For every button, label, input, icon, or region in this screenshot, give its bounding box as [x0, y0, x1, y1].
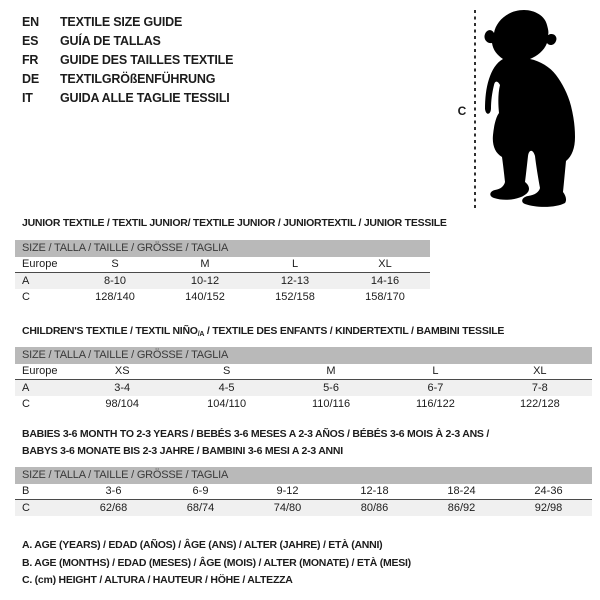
babies-size-table	[15, 467, 592, 516]
height-cell: 80/86	[360, 502, 389, 514]
months-cell: 12-18	[360, 485, 389, 497]
size-header-bar: SIZE / TALLA / TAILLE / GRÖSSE / TAGLIA	[15, 240, 430, 257]
table-row-height	[15, 289, 430, 305]
height-cell: 122/128	[519, 398, 560, 410]
height-cell: 152/158	[275, 291, 315, 303]
table-row-age	[15, 273, 430, 289]
lang-title: TEXTILE SIZE GUIDE	[60, 15, 183, 29]
age-cell: 3-4	[114, 382, 131, 394]
months-cell: 24-36	[534, 485, 563, 497]
row-label: C	[22, 291, 30, 303]
footnote-height-cm: C. (cm) HEIGHT / ALTURA / HAUTEUR / HÖHE / ALTEZZA	[22, 574, 293, 586]
children-title-pre: CHILDREN'S TEXTILE / TEXTIL NIÑO	[22, 325, 198, 337]
size-cell: M	[326, 365, 336, 377]
children-title-subscript: /A	[197, 331, 205, 338]
lang-row-it	[22, 89, 233, 108]
height-cell: 92/98	[534, 502, 563, 514]
age-cell: 7-8	[531, 382, 548, 394]
row-label: A	[22, 382, 30, 394]
size-cell: XL	[533, 365, 547, 377]
height-cell: 98/104	[105, 398, 140, 410]
size-header-bar: SIZE / TALLA / TAILLE / GRÖSSE / TAGLIA	[15, 467, 592, 484]
size-cell: S	[222, 365, 231, 377]
height-cell: 128/140	[95, 291, 135, 303]
height-cell: 86/92	[447, 502, 476, 514]
table-row-height	[15, 500, 592, 516]
age-cell: 12-13	[280, 275, 310, 287]
lang-code: FR	[22, 53, 39, 67]
size-cell: L	[291, 258, 299, 270]
table-row-europe	[15, 257, 430, 273]
height-cell: 104/110	[207, 398, 247, 410]
size-cell: S	[111, 258, 119, 270]
lang-title: GUÍA DE TALLAS	[60, 34, 161, 48]
months-cell: 6-9	[192, 485, 209, 497]
age-cell: 14-16	[370, 275, 400, 287]
lang-code: EN	[22, 15, 39, 29]
age-cell: 10-12	[190, 275, 220, 287]
babies-title-line1: BABIES 3-6 MONTH TO 2-3 YEARS / BEBÉS 3-6 MESES A 2-3 AÑOS / BÉBÉS 3-6 MOIS À 2-3 ANS /	[22, 428, 490, 440]
row-label: Europe	[22, 365, 58, 377]
lang-row-fr	[22, 51, 233, 70]
size-cell: XL	[378, 258, 392, 270]
age-cell: 5-6	[323, 382, 339, 394]
footnotes	[22, 537, 411, 590]
footnote-age-years: A. AGE (YEARS) / EDAD (AÑOS) / ÂGE (ANS) / ALTER (JAHRE) / ETÀ (ANNI)	[22, 539, 383, 551]
height-cell: 62/68	[99, 502, 128, 514]
children-table-title	[22, 323, 504, 343]
table-row-europe	[15, 364, 592, 380]
lang-row-en	[22, 13, 233, 32]
height-cell: 140/152	[185, 291, 225, 303]
height-cell: 68/74	[186, 502, 215, 514]
height-cell: 158/170	[365, 291, 405, 303]
row-label: C	[22, 398, 30, 410]
babies-table-title	[22, 426, 489, 460]
months-cell: 18-24	[447, 485, 476, 497]
months-cell: 9-12	[276, 485, 299, 497]
lang-code: DE	[22, 72, 39, 86]
junior-table-title: JUNIOR TEXTILE / TEXTIL JUNIOR/ TEXTILE JUNIOR / JUNIORTEXTIL / JUNIOR TESSILE	[22, 217, 447, 229]
size-cell: M	[200, 258, 210, 270]
height-measure-label: C	[457, 104, 467, 118]
row-label: B	[22, 485, 30, 497]
months-cell: 3-6	[105, 485, 122, 497]
lang-row-es	[22, 32, 233, 51]
row-label: A	[22, 275, 30, 287]
children-title-post: / TEXTILE DES ENFANTS / KINDERTEXTIL / BAMBINI TESSILE	[204, 325, 505, 337]
lang-title: TEXTILGRÖßENFÜHRUNG	[60, 72, 216, 86]
lang-code: IT	[22, 91, 33, 105]
lang-title: GUIDE DES TAILLES TEXTILE	[60, 53, 234, 67]
language-header	[22, 13, 233, 108]
lang-code: ES	[22, 34, 39, 48]
table-row-months	[15, 484, 592, 500]
row-label: Europe	[22, 258, 58, 270]
height-cell: 116/122	[415, 398, 455, 410]
junior-size-table	[15, 240, 430, 305]
size-cell: L	[432, 365, 439, 377]
age-cell: 4-5	[218, 382, 235, 394]
age-cell: 8-10	[103, 275, 127, 287]
table-row-age	[15, 380, 592, 396]
height-cell: 110/116	[311, 398, 351, 410]
size-header-bar: SIZE / TALLA / TAILLE / GRÖSSE / TAGLIA	[15, 347, 592, 364]
size-cell: XS	[114, 365, 130, 377]
children-size-table	[15, 347, 592, 412]
table-row-height	[15, 396, 592, 412]
footnote-age-months: B. AGE (MONTHS) / EDAD (MESES) / ÂGE (MOIS) / ALTER (MONATE) / ETÀ (MESI)	[22, 556, 411, 569]
height-measure-dotted-line	[474, 10, 476, 208]
lang-title: GUIDA ALLE TAGLIE TESSILI	[60, 91, 230, 105]
lang-row-de	[22, 70, 233, 89]
height-cell: 74/80	[273, 502, 302, 514]
age-cell: 6-7	[427, 382, 444, 394]
row-label: C	[22, 502, 30, 514]
baby-toddler-silhouette-icon	[478, 6, 594, 210]
babies-title-line2: BABYS 3-6 MONATE BIS 2-3 JAHRE / BAMBINI 3-6 MESI A 2-3 ANNI	[22, 445, 343, 457]
